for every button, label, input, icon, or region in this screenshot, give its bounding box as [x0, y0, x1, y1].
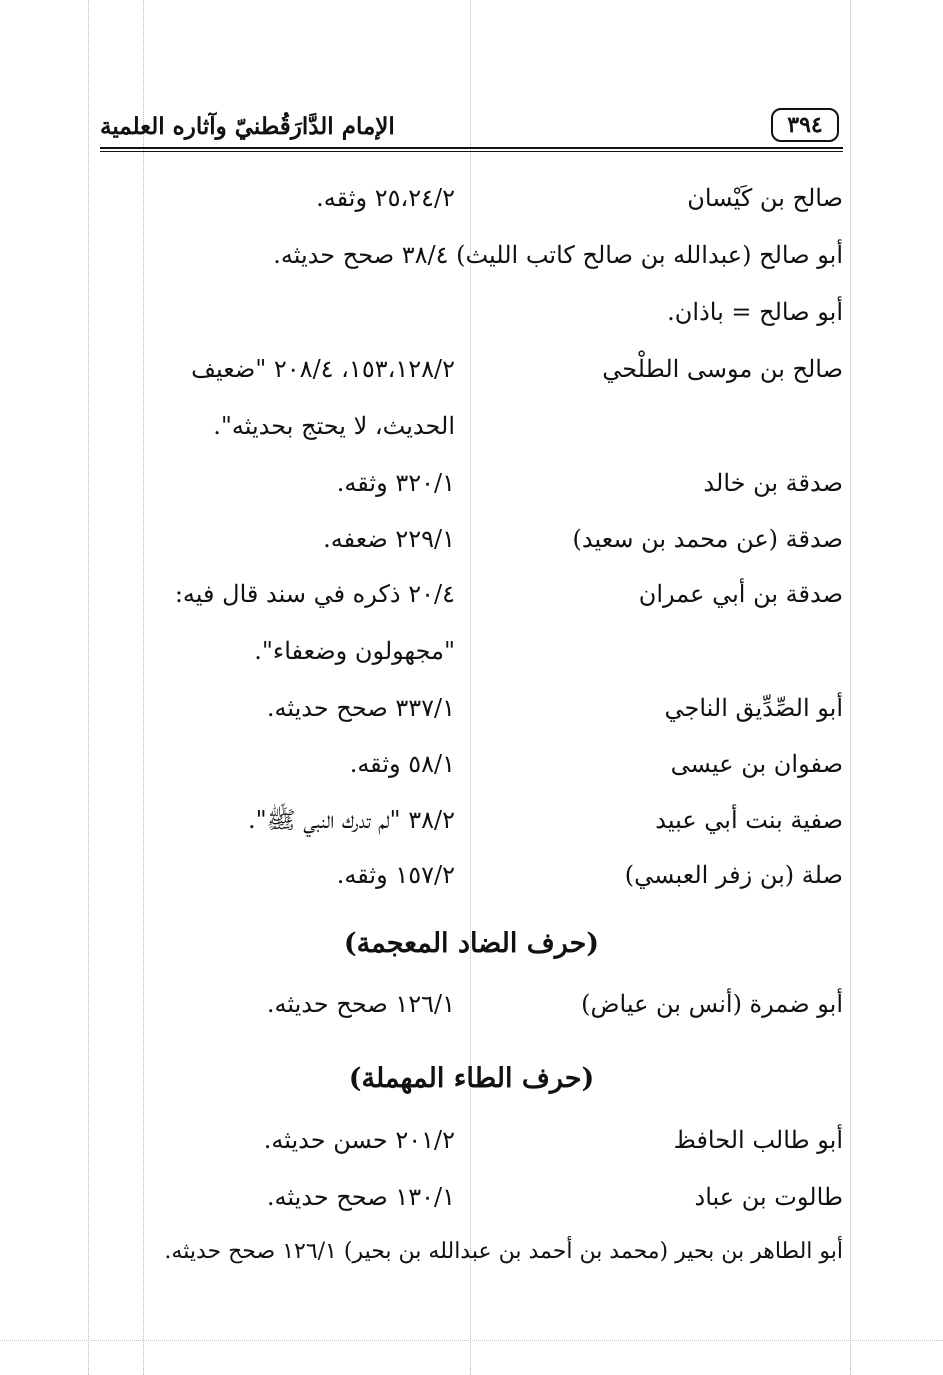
section-heading-line [0, 922, 943, 966]
guide-line-bottom [0, 1340, 943, 1341]
entry-line [0, 290, 943, 334]
narrator-reference: ٥٨/١ وثقه. [349, 750, 455, 778]
header-rule-bottom [100, 151, 843, 152]
entry-line [0, 629, 943, 673]
entry-line [0, 1230, 943, 1274]
narrator-name: صدقة (عن محمد بن سعيد) [572, 525, 843, 553]
narrator-reference: ١٥٣،١٢٨/٢، ٢٠٨/٤ "ضعيف [191, 355, 455, 383]
entry-line [0, 233, 943, 277]
entry-line [0, 853, 943, 897]
narrator-reference: ٢٠١/٢ حسن حديثه. [263, 1126, 455, 1154]
narrator-reference-continued: "مجهولون وضعفاء". [254, 637, 455, 665]
entry-line [0, 517, 943, 561]
entry-line [0, 461, 943, 505]
narrator-reference-continued: الحديث، لا يحتج بحديثه". [213, 412, 455, 440]
page-number: ٣٩٤ [771, 108, 839, 142]
narrator-name: صالح بن موسى الطلْحي [602, 355, 843, 383]
entry-line [0, 742, 943, 786]
narrator-entry: أبو صالح = باذان. [667, 298, 843, 326]
narrator-reference: ٣٢٠/١ وثقه. [336, 469, 455, 497]
narrator-name: صدقة بن أبي عمران [638, 580, 843, 608]
section-heading-line [0, 1057, 943, 1101]
narrator-entry: أبو صالح (عبدالله بن صالح كاتب الليث) ٣٨/٤ صحح حديثه. [273, 241, 843, 269]
page-header [100, 108, 843, 152]
narrator-entry: أبو الطاهر بن بحير (محمد بن أحمد بن عبدالله بن بحير) ١٢٦/١ صحح حديثه. [164, 1239, 843, 1264]
narrator-name: أبو ضمرة (أنس بن عياض) [581, 990, 843, 1018]
narrator-name: أبو الصِّدِّيق الناجي [664, 694, 843, 722]
entry-line [0, 572, 943, 616]
entry-line [0, 176, 943, 220]
narrator-reference: ١٣٠/١ صحح حديثه. [266, 1183, 455, 1211]
narrator-name: صفية بنت أبي عبيد [655, 806, 843, 834]
narrator-reference: ٣٨/٢ "لم تدرك النبي ﷺ". [248, 806, 455, 834]
narrator-name: صالح بن كَيْسان [687, 184, 843, 212]
narrator-name: صدقة بن خالد [703, 469, 843, 497]
narrator-reference: ٢٥،٢٤/٢ وثقه. [316, 184, 455, 212]
section-heading: (حرف الطاء المهملة) [348, 1063, 595, 1094]
section-heading: (حرف الضاد المعجمة) [343, 928, 600, 959]
narrator-name: أبو طالب الحافظ [673, 1126, 843, 1154]
entry-line [0, 1175, 943, 1219]
narrator-reference: ٢٢٩/١ ضعفه. [323, 525, 455, 553]
entry-line [0, 982, 943, 1026]
entry-line [0, 347, 943, 391]
running-title: الإمام الدَّارَقُطنيّ وآثاره العلمية [100, 113, 395, 140]
narrator-reference: ٢٠/٤ ذكره في سند قال فيه: [174, 580, 455, 608]
header-rule-top [100, 147, 843, 149]
entry-line [0, 404, 943, 448]
narrator-name: صفوان بن عيسى [670, 750, 843, 778]
entry-line [0, 1118, 943, 1162]
narrator-name: طالوت بن عباد [694, 1183, 843, 1211]
entry-line [0, 686, 943, 730]
narrator-reference: ١٥٧/٢ وثقه. [336, 861, 455, 889]
narrator-reference: ١٢٦/١ صحح حديثه. [266, 990, 455, 1018]
narrator-reference: ٣٣٧/١ صحح حديثه. [266, 694, 455, 722]
narrator-name: صلة (بن زفر العبسي) [624, 861, 843, 889]
entry-line [0, 798, 943, 842]
